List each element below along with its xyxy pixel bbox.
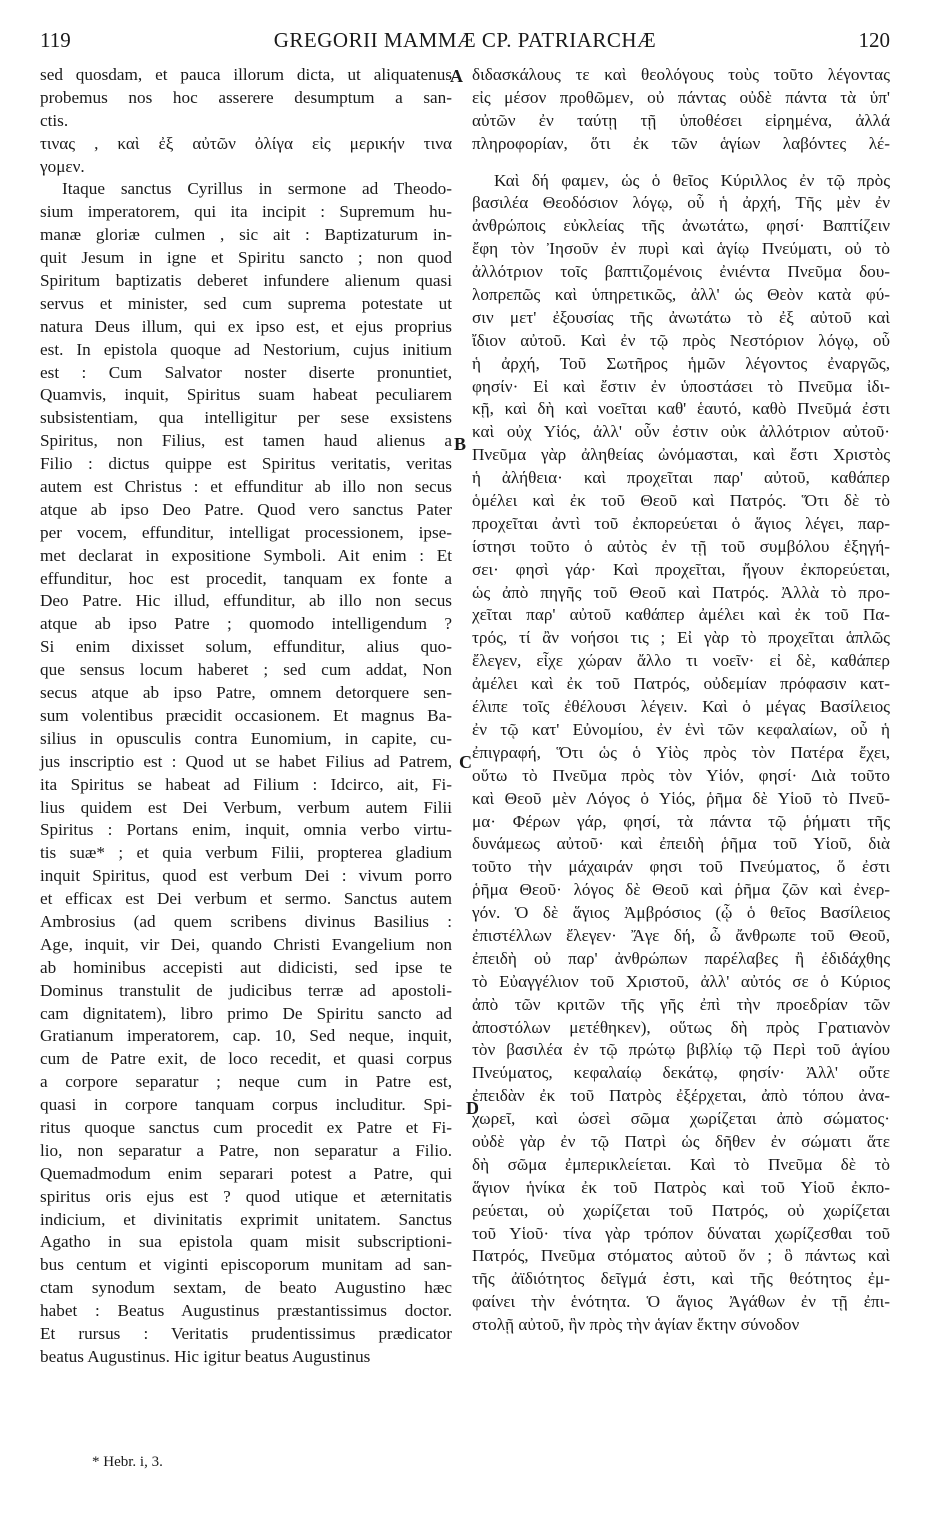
text-line: lio, non separatur a Patre, non separatur a Filio. [40,1140,452,1160]
text-line: a corpore separatur ; neque cum in Patre est, [40,1072,452,1092]
text-line: per vocem, effunditur, intelligat processionem, ipse- [40,522,452,542]
text-line: γόν. Ὁ δὲ ἅγιος Ἀμβρόσιος (ᾧ ὁ θεῖος Βασίλειος [472,903,890,923]
text-line: habet : Beatus Augustinus præstantissimus doctor. [40,1301,452,1321]
text-line: ἔφη τὸν Ἰησοῦν ἐν πυρὶ καὶ ἁγίῳ Πνεύματι, οὐ τὸ [472,239,890,259]
text-line: ὁμέλει καὶ ἐκ τοῦ Θεοῦ καὶ Πατρός. Ὅτι δὲ τὸ [472,491,890,511]
text-line: ἐπειδὰν ἐκ τοῦ Πατρὸς ἐξέρχεται, ἀπὸ τόπου ἀνα- [472,1086,890,1106]
section-marker-c: C [459,752,472,772]
text-line: ἀποστόλων μετέθηκεν), οὕτως δὴ πρὸς Γρατιανὸν [472,1017,890,1037]
text-line: Et rursus : Veritatis prudentissimus prædicator [40,1323,452,1343]
text-line: λοπρεπῶς καὶ ὑπηρετικῶς, ἀλλ' ὡς Θεὸν κατὰ φύ- [472,285,890,305]
text-line: σει· φησὶ γάρ· Καὶ προχεῖται, ἤγουν ἐκπορεύεται, [472,559,890,579]
text-line: ἡ ἀλήθεια· καὶ προχεῖται παρ' αὐτοῦ, καθάπερ [472,468,890,488]
text-line: τινας , καὶ ἐξ αὐτῶν ὀλίγα εἰς μερικήν τινα [40,133,452,153]
text-line: Filio : dictus quippe est Spiritus veritatis, veritas [40,454,452,474]
text-line: subsistentiam, qua intelligitur per sese exsistens [40,408,452,428]
text-line: cam dignitatem), libro primo De Spiritu sancto ad [40,1003,452,1023]
text-line: ἐν τῷ κατ' Εὐνομίου, ἐν ἑνὶ τῶν κεφαλαίων, οὗ ἡ [472,719,890,739]
text-line: δυνάμεως αὐτοῦ· καὶ ἐπειδὴ ῥῆμα τοῦ Υἱοῦ, διὰ [472,834,890,854]
text-line: τρός, τί ἂν νοήσοι τις ; Εἰ γὰρ τὸ προχεῖται ἁπλῶς [472,628,890,648]
text-line: ἀπὸ τῶν κριτῶν τῆς γῆς ἐπὶ τὴν προεδρίαν τῶν [472,994,890,1014]
text-line: secus atque ab ipso Patre, omnem detorquere sen- [40,683,452,703]
text-line: beatus Augustinus. Hic igitur beatus Augustinus [40,1346,371,1366]
text-line: silius in opusculis contra Eunomium, in capite, cu- [40,728,452,748]
text-line: τὸ Εὐαγγέλιον τοῦ Χριστοῦ, ἀλλ' αὐτός σε ὁ Κύριος [472,971,890,991]
page-number-left: 119 [40,28,71,52]
section-marker-d: D [466,1098,479,1118]
text-line: Dominus transtulit de judicibus terræ ad apostoli- [40,980,452,1000]
text-line: que sensus locum haberet ; sed cum addat, Non [40,660,452,680]
text-line: inquit Spiritus, quod est verbum Dei : vivum porro [40,866,452,886]
running-header [40,28,890,56]
text-line: οὕτω τὸ Πνεῦμα πρὸς τὸν Υἱόν, φησί· Διὰ τοῦτο [472,765,890,785]
footnote: * Hebr. i, 3. [92,1454,163,1470]
text-line: φησίν· Εἰ καὶ ἔστιν ἐν ὑποστάσει τὸ Πνεῦμα ἰδι- [472,376,890,396]
text-line: ίστησι τοῦτο ὁ αὐτὸς ἐν τῇ τοῦ συμβόλου ἐξηγή- [472,536,890,556]
text-line: αὐτῶν ἐν ταύτῃ τῇ ὑποθέσει εἰρημένα, ἀλλά [472,110,890,130]
text-line: Ambrosius (ad quem scribens divinus Basilius : [40,911,452,931]
text-line: lius quidem est Dei Verbum, verbum autem Filii [40,797,452,817]
text-line: Itaque sanctus Cyrillus in sermone ad Theodo- [62,179,452,199]
text-line: τὸν βασιλέα ἐν τῷ πρώτῳ βιβλίῳ τῷ Περὶ τοῦ ἁγίου [472,1040,890,1060]
text-line: Si enim dixisset solum, effunditur, alius quo- [40,637,452,657]
text-line: est. In epistola quoque ad Nestorium, cujus initium [40,339,452,359]
text-line: Καὶ δή φαμεν, ὡς ὁ θεῖος Κύριλλος ἐν τῷ πρὸς [494,170,890,190]
text-line: ἐπιγραφή, Ὅτι ὡς ὁ Υἱὸς πρὸς τὸν Πατέρα ἔχει, [472,742,890,762]
text-line: ctis. [40,110,69,130]
text-line: servus et minister, sed cum suprema potestate ut [40,293,452,313]
text-line: Age, inquit, vir Dei, quando Christi Evangelium non [40,934,452,954]
text-line: καὶ Θεοῦ μὲν Λόγος ὁ Υἱός, ῥῆμα δὲ Υἱοῦ τὸ Πνεῦ- [472,788,890,808]
text-line: met declarat in expositione Symboli. Ait enim : Et [40,545,452,565]
text-line: Quamvis, inquit, Spiritus suam habeat peculiarem [40,385,452,405]
text-line: μα· Φέρων γάρ, φησί, τὰ πάντα τῷ ῥήματι τῆς [472,811,890,831]
text-line: εἰς μέσον προθῶμεν, οὐ πάντας οὐδὲ πάντα τὰ ὑπ' [472,87,890,107]
text-line: Agatho in sua epistola quam misit subscriptioni- [40,1232,452,1252]
text-line: τῆς ἀϊδιότητος δεῖγμά ἐστι, καὶ τῆς θεότητος ἐμ- [472,1269,890,1289]
text-line: Πατρός, Πνεῦμα στόματος αὐτοῦ ὄν ; ὃ πάντως καὶ [472,1246,890,1266]
text-line: χωρεῖ, καὶ ὡσεὶ σῶμα χωρίζεται ἀπὸ σώματος· [472,1109,890,1129]
page-number-right: 120 [858,28,890,52]
text-line: Spiritum baptizatis deberet infundere alienum quasi [40,271,452,291]
text-line: ἴδιον αὐτοῦ. Καὶ ἐν τῷ πρὸς Νεστόριον λόγῳ, οὗ [472,330,890,350]
text-line: est : Cum Salvator noster diserte pronuntiet, [40,362,452,382]
text-line: ἔλεγεν, εἶχε χώραν ἄλλο τι νοεῖν· εἰ δὲ, καθάπερ [472,651,890,671]
text-line: manæ gloriæ culmen , sic ait : Baptizaturum in- [40,225,452,245]
text-line: spiritus oris ejus est ? quod utique et æternitatis [40,1186,452,1206]
text-line: δὴ σῶμα ἐμπερικλείεται. Καὶ τὸ Πνεῦμα δὲ τὸ [472,1154,890,1174]
text-line: ab hominibus accepisti aut didicisti, sed ipse te [40,957,452,977]
text-line: ita Spiritus se habeat ad Filium : Idcirco, ait, Fi- [40,774,452,794]
text-line: atque ab ipso Deo Patre. Quod vero sanctus Pater [40,499,452,519]
text-line: έλιπε τοῖς ἐθέλουσι λέγειν. Καὶ ὁ μέγας Βασίλειος [472,697,890,717]
text-line: sum volentibus præcidit occasionem. Et magnus Ba- [40,705,452,725]
text-line: ῥῆμα Θεοῦ· λόγος δὲ Θεοῦ καὶ ῥῆμα ζῶν καὶ ἐνερ- [472,880,890,900]
text-line: ρεύεται, οὐ χωρίζεται τοῦ Πατρός, οὐ χωρίζεται [472,1200,890,1220]
text-line: γομεν. [40,156,85,176]
text-line: indicium, et divinitatis exprimit unitatem. Sanctus [40,1209,452,1229]
text-line: probemus nos hoc asserere desumptum a san- [40,87,452,107]
text-line: natura Deus illum, qui ex ipso est, et ejus proprius [40,316,452,336]
text-line: τοῦ Υἱοῦ· τίνα γὰρ τρόπον δύναται χωρίζεσθαι τοῦ [472,1223,890,1243]
text-line: atque ab ipso Patre ; quomodo intelligendum ? [40,614,452,634]
text-line: πληροφορίαν, ὅτι ἐκ τῶν ἁγίων λαβόντες λέ- [472,133,890,153]
text-line: quit Jesum in igne et Spiritu sancto ; non quod [40,248,452,268]
text-line: Πνεῦμα γὰρ ἀληθείας ὠνόμασται, καὶ ἔστι Χριστὸς [472,445,890,465]
text-line: Quemadmodum enim separari potest a Patre, qui [40,1163,452,1183]
text-line: ἀνθρώποις εὐκλείας τῆς ἀνωτάτω, φησί· Βαπτίζειν [472,216,890,236]
text-line: σιν μετ' ἐξουσίας τῆς ἀνωτάτω τὸ ἐξ αὐτοῦ καὶ [472,307,890,327]
text-line: χεῖται παρ' αὐτοῦ καθάπερ ἀμέλει καὶ ἐκ τοῦ Πα- [472,605,890,625]
text-line: bus centum et viginti episcoporum munitam ad san- [40,1255,452,1275]
text-line: ἐπειδὴ οὐ παρ' ἀνθρώπων παρέλαβες ἢ ἐδιδάχθης [472,948,890,968]
text-line: Spiritus : Portans enim, inquit, omnia verbo virtu- [40,820,452,840]
latin-column [40,64,452,1369]
text-line: τοῦτο τὴν μάχαιράν φησι τοῦ Πνεύματος, ὅ ἐστι [472,857,890,877]
section-marker-a: A [450,66,463,86]
text-line: ἀμέλει καὶ ἐκ τοῦ Πατρός, οὐδεμίαν πρόφασιν κατ- [472,674,890,694]
text-line: ἡ ἀρχή, Τοῦ Σωτῆρος ἡμῶν λέγοντος ἐναργῶς, [472,353,890,373]
text-line: ἐπιστέλλων ἔλεγεν· Ἄγε δή, ὦ ἄνθρωπε τοῦ Θεοῦ, [472,925,890,945]
text-line: Deo Patre. Hic illud, effunditur, ab illo non secus [40,591,452,611]
text-line: ὡς ἀπὸ πηγῆς τοῦ Θεοῦ καὶ Πατρός. Ἀλλὰ τὸ προ- [472,582,890,602]
text-line: Πνεύματος, κεφαλαίῳ δεκάτῳ, φησίν· Ἀλλ' οὔτε [472,1063,890,1083]
text-line: effunditur, hoc est procedit, tanquam ex fonte a [40,568,452,588]
text-line: καὶ οὐχ Υἱός, ἀλλ' οὖν ἐστιν οὐκ ἀλλότριον αὐτοῦ· [472,422,890,442]
text-line: οὐδὲ γὰρ ἐν τῷ Πατρὶ ὡς δῆθεν ἐν σώματι ἅτε [472,1131,890,1151]
paragraph-gap [472,156,890,170]
text-line: sium imperatorem, qui ita incipit : Supremum hu- [40,202,452,222]
greek-column [472,64,890,1337]
text-line: κῇ, καὶ δὴ καὶ νοεῖται καθ' ἑαυτό, καθὸ Πνεῦμά ἐστι [472,399,890,419]
text-line: ritus quoque sanctus cum procedit ex Patre et Fi- [40,1117,452,1137]
text-line: tis suæ* ; et quia verbum Filii, propterea gladium [40,843,452,863]
text-line: βασιλέα Θεοδόσιον λόγῳ, οὗ ἡ ἀρχή, Τῆς μὲν ἐν [472,193,890,213]
text-line: Spiritus, non Filius, est tamen haud alienus a [40,431,452,451]
text-line: προχεῖται ἀντὶ τοῦ ἐκπορεύεται ὁ ἅγιος λέγει, παρ- [472,513,890,533]
text-line: στολῇ αὐτοῦ, ἣν πρὸς τὴν ἁγίαν ἕκτην σύνοδον [472,1315,800,1335]
text-line: cum de Patre exit, de loco recedit, et quasi corpus [40,1049,452,1069]
text-line: jus inscriptio est : Quod ut se habet Filius ad Patrem, [40,751,452,771]
text-line: Gratianum imperatorem, cap. 10, Sed neque, inquit, [40,1026,452,1046]
text-line: sed quosdam, et pauca illorum dicta, ut aliquatenus [40,65,452,84]
section-marker-b: B [454,434,467,454]
text-line: ctam synodum sextam, de beato Augustino hæc [40,1278,452,1298]
text-line: ἅγιον ἡνίκα ἐκ τοῦ Πατρὸς καὶ τοῦ Υἱοῦ ἐκπο- [472,1177,890,1197]
text-line: φαίνει τὴν ἑνότητα. Ὁ ἅγιος Ἀγάθων ἐν τῇ ἐπι- [472,1292,890,1312]
text-line: quasi in corpore tanquam corpus includitur. Spi- [40,1095,452,1115]
text-line: διδασκάλους τε καὶ θεολόγους τοὺς τοῦτο λέγοντας [472,65,890,84]
text-line: et efficax est Dei verbum et sermo. Sanctus autem [40,889,452,909]
text-line: autem est Christus : et effunditur ab illo non secus [40,477,452,497]
running-title: GREGORII MAMMÆ CP. PATRIARCHÆ [273,28,657,52]
text-line: ἀλλότριον τοῖς βαπτιζομένοις ἐνιέντα Πνεῦμα δου- [472,262,890,282]
